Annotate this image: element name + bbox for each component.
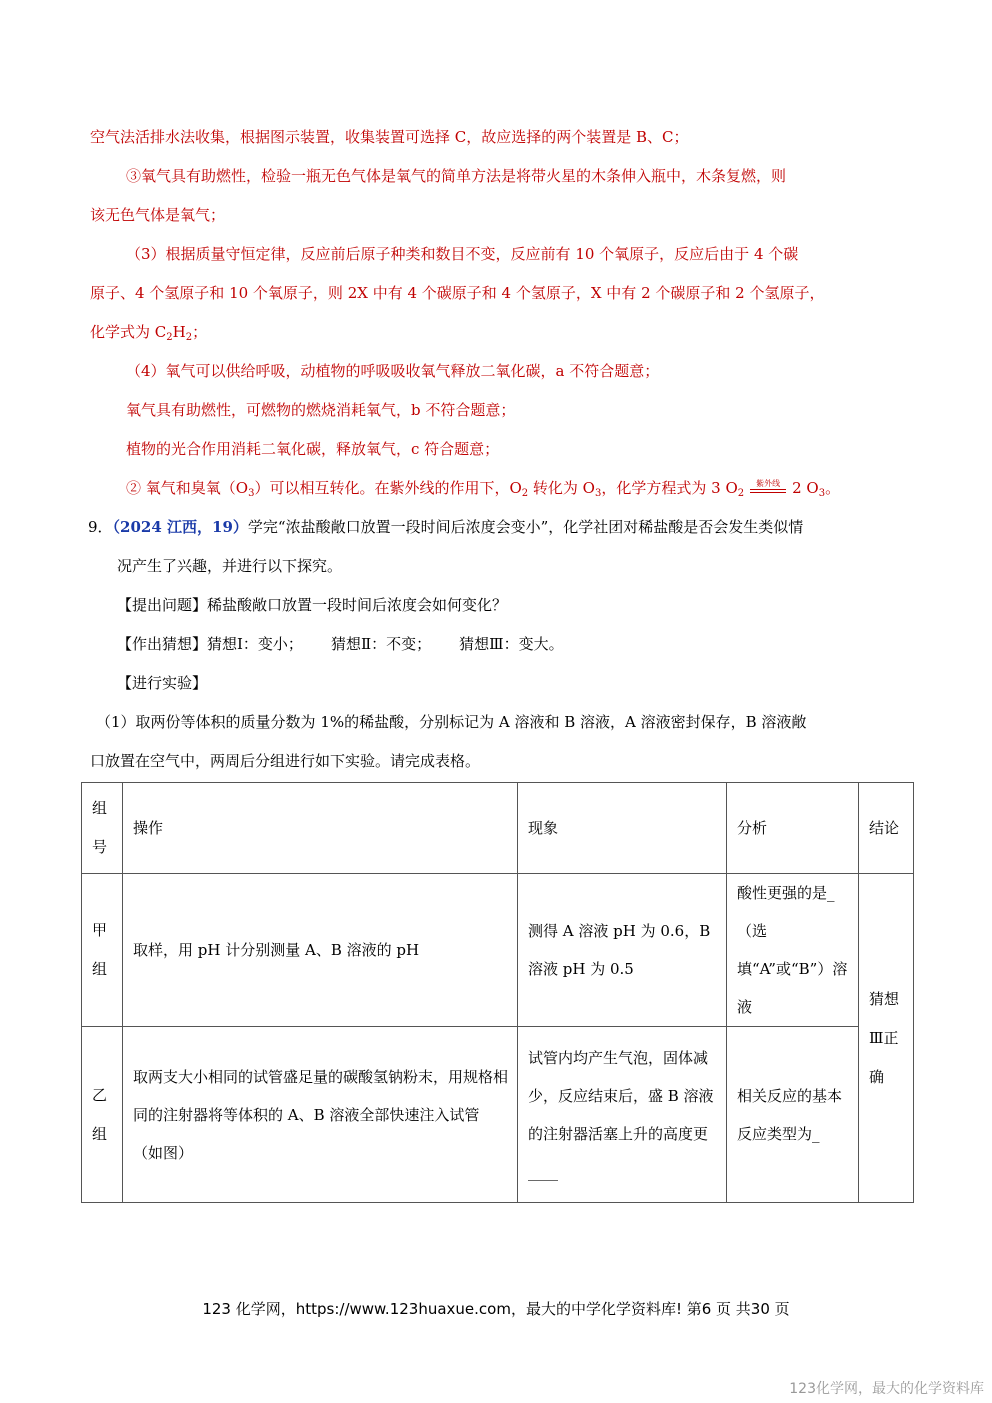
eq-text: 。 (825, 479, 841, 497)
table-header-row (82, 783, 914, 874)
header-phenomenon: 现象 (518, 783, 727, 874)
header-conclusion: 结论 (859, 783, 914, 874)
header-group: 组号 (82, 783, 123, 874)
formula-text: 化学式为 C (90, 323, 167, 341)
answer-line-1: 空气法活排水法收集，根据图示装置，收集装置可选择 C，故应选择的两个装置是 B、C； (90, 128, 689, 146)
row-1-operation: 取样，用 pH 计分别测量 A、B 溶液的 pH (123, 874, 518, 1027)
question-line-6: （1）取两份等体积的质量分数为 1%的稀盐酸，分别标记为 A 溶液和 B 溶液，A 溶液密封保存，B 溶液敞 (96, 713, 807, 731)
experiment-table (81, 782, 914, 1203)
hypothesis-2: 猜想Ⅱ：不变； (330, 635, 432, 653)
answer-line-9: 植物的光合作用消耗二氧化碳，释放氧气，c 符合题意； (126, 440, 500, 458)
row-1-analysis: 酸性更强的是_（选填“A”或“B”）溶液 (727, 874, 859, 1027)
question-line-7: 口放置在空气中，两周后分组进行如下实验。请完成表格。 (90, 752, 481, 770)
hypothesis-3: 猜想Ⅲ：变大。 (459, 635, 564, 653)
arrow-label: 紫外线 (756, 479, 781, 488)
eq-sub: 3 (248, 488, 255, 499)
header-operation: 操作 (123, 783, 518, 874)
question-line-2: 况产生了兴趣，并进行以下探究。 (117, 557, 343, 575)
reaction-arrow-icon (748, 479, 788, 496)
hypothesis-1: 【作出猜想】猜想Ⅰ：变小； (117, 635, 303, 653)
header-analysis: 分析 (727, 783, 859, 874)
answer-line-5: 原子、4 个氢原子和 10 个氧原子，则 2X 中有 4 个碳原子和 4 个氢原子，X 中有 2 个碳原子和 2 个氢原子， (90, 284, 825, 302)
formula-sub: 2 (166, 332, 173, 343)
eq-sub: 3 (818, 488, 826, 499)
question-line-4 (117, 634, 564, 654)
page-footer: 123 化学网，https://www.123huaxue.com，最大的中学化学资料库! 第6 页 共30 页 (202, 1300, 790, 1318)
question-text: 学完“浓盐酸敞口放置一段时间后浓度会变小”，化学社团对稀盐酸是否会发生类似情 (247, 518, 804, 536)
row-2-analysis: 相关反应的基本反应类型为_ (727, 1027, 859, 1203)
eq-text: ② 氧气和臭氧（O (126, 479, 249, 497)
eq-text: ）可以相互转化。在紫外线的作用下，O (254, 479, 522, 497)
row-2-operation: 取两支大小相同的试管盛足量的碳酸氢钠粉末，用规格相同的注射器将等体积的 A、B 溶液全部快速注入试管（如图） (123, 1027, 518, 1203)
eq-sub: 2 (521, 488, 529, 499)
answer-line-4: （3）根据质量守恒定律，反应前后原子种类和数目不变，反应前有 10 个氧原子，反应后由于 4 个碳 (126, 245, 799, 263)
conclusion-cell: 猜想Ⅲ正确 (859, 874, 914, 1203)
eq-text: 转化为 O (528, 479, 595, 497)
row-2-phenomenon: 试管内均产生气泡，固体减少，反应结束后，盛 B 溶液的注射器活塞上升的高度更____ (518, 1027, 727, 1203)
question-line-3: 【提出问题】稀盐酸敞口放置一段时间后浓度会如何变化？ (117, 596, 508, 614)
question-line-1 (88, 517, 803, 537)
eq-sub: 3 (594, 488, 602, 499)
question-line-5: 【进行实验】 (117, 674, 208, 692)
eq-text: 2 O (792, 479, 819, 497)
eq-text: ，化学方程式为 3 O (601, 479, 738, 497)
answer-line-10 (126, 478, 840, 498)
answer-line-8: 氧气具有助燃性，可燃物的燃烧消耗氧气，b 不符合题意； (126, 401, 516, 419)
table-row (82, 874, 914, 1027)
row-1-phenomenon: 测得 A 溶液 pH 为 0.6，B 溶液 pH 为 0.5 (518, 874, 727, 1027)
row-2-group: 乙组 (82, 1027, 123, 1203)
answer-line-2: ③氧气具有助燃性，检验一瓶无色气体是氧气的简单方法是将带火星的木条伸入瓶中，木条复燃，则 (126, 167, 787, 185)
question-source: （2024 江西，19） (112, 518, 248, 536)
row-1-group: 甲组 (82, 874, 123, 1027)
formula-text: ； (192, 323, 208, 341)
answer-line-6 (90, 322, 207, 342)
formula-sub: 2 (185, 332, 193, 343)
table-row (82, 1027, 914, 1203)
answer-line-7: （4）氧气可以供给呼吸，动植物的呼吸吸收氧气释放二氧化碳，a 不符合题意； (126, 362, 660, 380)
answer-line-3: 该无色气体是氧气； (90, 206, 226, 224)
question-number: 9． (88, 518, 113, 536)
watermark: 123化学网，最大的化学资料库 (789, 1381, 984, 1397)
formula-text: H (172, 323, 186, 341)
eq-sub: 2 (737, 488, 745, 499)
